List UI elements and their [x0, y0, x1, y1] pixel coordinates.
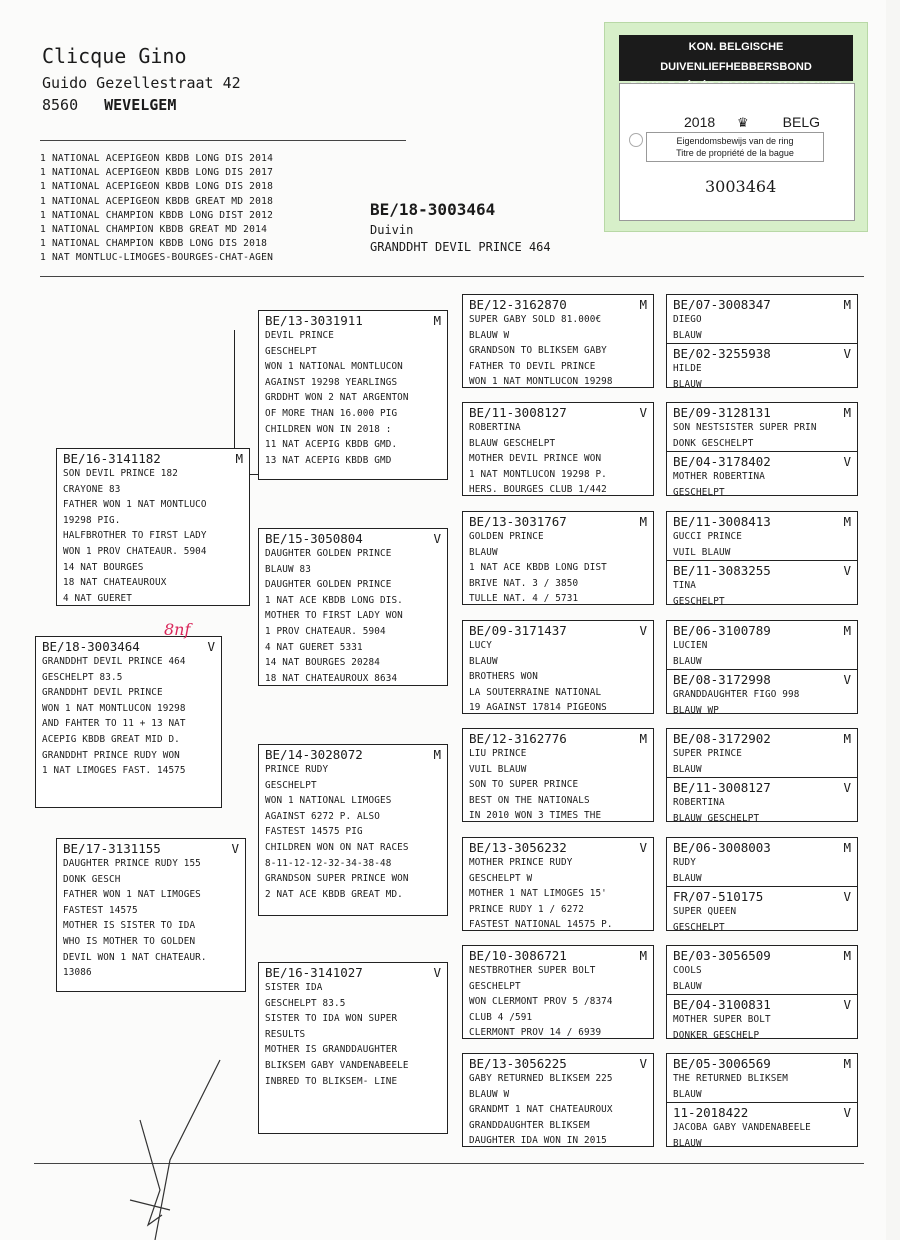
sex-marker: V	[433, 531, 441, 546]
box-line: THE RETURNED BLIKSEM	[673, 1073, 788, 1084]
pedigree-box-g3	[258, 528, 448, 686]
pedigree-box-g5	[666, 837, 858, 931]
box-line: MOTHER ROBERTINA	[673, 471, 765, 483]
sex-marker: M	[639, 514, 647, 529]
subject-info	[370, 200, 551, 257]
sex-marker: M	[843, 1056, 851, 1071]
box-line: GRANDDAUGHTER FIGO 998	[673, 689, 800, 701]
sex-marker: V	[843, 1105, 851, 1121]
achievement-line: 1 NATIONAL ACEPIGEON KBDB LONG DIS 2018	[40, 181, 274, 193]
pedigree-box-dam	[56, 838, 246, 992]
achievement-line: 1 NATIONAL CHAMPION KBDB GREAT MD 2014	[40, 224, 268, 236]
box-line: IN 2010 WON 3 TIMES THE	[469, 810, 602, 822]
pedigree-box-g5	[666, 294, 858, 388]
pedigree-box-sire	[56, 448, 250, 606]
box-line: SISTER IDA	[265, 982, 323, 993]
achievement-line: 1 NAT MONTLUC-LIMOGES-BOURGES-CHAT-AGEN	[40, 252, 274, 264]
box-line: 19 AGAINST 17814 PIGEONS	[469, 702, 607, 714]
box-line: DEVIL WON 1 NAT CHATEAUR.	[63, 951, 207, 963]
ring-number: BE/14-3028072	[265, 747, 363, 762]
box-line: CLUB 4 /591	[469, 1011, 533, 1023]
box-line: CHILDREN WON IN 2018 :	[265, 423, 392, 435]
subject-name: GRANDDHT DEVIL PRINCE 464	[370, 240, 551, 254]
pair-divider	[667, 886, 857, 935]
sex-marker: M	[843, 514, 851, 529]
crown-icon: ♛	[738, 112, 748, 131]
connector-line	[234, 330, 235, 460]
pedigree-box-g5	[666, 728, 858, 822]
box-line: BLAUW	[469, 655, 498, 667]
federation-band	[619, 35, 853, 81]
card-year: 2018	[684, 114, 716, 130]
card-country: BELG	[782, 114, 820, 130]
sex-marker: M	[235, 451, 243, 466]
box-line: GESCHELPT	[265, 345, 317, 357]
sex-marker: M	[433, 313, 441, 328]
box-line: DEVIL PRINCE	[265, 330, 334, 341]
ring-number: BE/03-3056509	[673, 948, 771, 963]
box-line: GRANDDAUGHTER BLIKSEM	[469, 1119, 590, 1131]
header-divider	[40, 140, 406, 141]
box-line: GESCHELPT	[673, 921, 725, 933]
box-line: FATHER WON 1 NAT MONTLUCO	[63, 499, 207, 511]
box-line: MOTHER DEVIL PRINCE WON	[469, 453, 602, 465]
box-line: BEST ON THE NATIONALS	[469, 794, 590, 806]
pair-divider	[667, 560, 857, 609]
ring-number: BE/13-3056225	[469, 1056, 567, 1071]
box-line: GRANDSON SUPER PRINCE WON	[265, 873, 409, 885]
box-line: AGAINST 19298 YEARLINGS	[265, 376, 398, 388]
sex-marker: V	[207, 639, 215, 654]
pedigree-box-g5	[666, 402, 858, 496]
pedigree-box-g4	[462, 1053, 654, 1147]
box-line: COOLS	[673, 965, 702, 976]
box-line: GESCHELPT 83.5	[265, 997, 346, 1009]
box-line: 1 NAT ACE KBDB LONG DIS.	[265, 594, 403, 606]
box-line: BLAUW GESCHELPT	[469, 437, 556, 449]
box-line: BLAUW	[673, 980, 702, 992]
pedigree-box-g4	[462, 402, 654, 496]
sex-marker: V	[843, 780, 851, 796]
box-line: GRANDDHT PRINCE RUDY WON	[42, 749, 180, 761]
ring-number: BE/08-3172902	[673, 731, 771, 746]
box-line: 8-11-12-12-32-34-38-48	[265, 857, 392, 869]
ring-ownership-card	[604, 22, 868, 232]
owner-postcode: 8560	[42, 96, 79, 114]
ring-number: BE/02-3255938	[673, 346, 771, 362]
ring-number: FR/07-510175	[673, 889, 764, 905]
federation-name-nl: KON. BELGISCHE DUIVENLIEFHEBBERSBOND	[660, 41, 812, 73]
box-line: AND FAHTER TO 11 + 13 NAT	[42, 718, 186, 730]
box-line: BLAUW	[673, 378, 702, 390]
owner-town: WEVELGEM	[104, 96, 177, 114]
box-line: LUCIEN	[673, 640, 708, 651]
card-title	[646, 132, 824, 162]
box-line: BROTHERS WON	[469, 671, 538, 683]
box-line: 13 NAT ACEPIG KBDB GMD	[265, 454, 392, 466]
box-line: FATHER WON 1 NAT LIMOGES	[63, 889, 201, 901]
box-line: SISTER TO IDA WON SUPER	[265, 1013, 398, 1025]
box-line: VUIL BLAUW	[469, 763, 527, 775]
card-body	[619, 83, 855, 221]
box-line: DONK GESCH	[63, 873, 121, 885]
achievement-line: 1 NATIONAL ACEPIGEON KBDB LONG DIS 2014	[40, 153, 274, 164]
box-line: SON NESTSISTER SUPER PRIN	[673, 422, 817, 433]
box-line: WHO IS MOTHER TO GOLDEN	[63, 935, 196, 947]
ring-number: BE/16-3141027	[265, 965, 363, 980]
handwritten-annotation: 8nf	[164, 620, 191, 639]
box-line: GRANDDHT DEVIL PRINCE	[42, 687, 163, 699]
sex-marker: M	[639, 297, 647, 312]
box-line: GRDDHT WON 2 NAT ARGENTON	[265, 392, 409, 404]
box-line: ROBERTINA	[469, 422, 521, 433]
ring-number: BE/08-3172998	[673, 672, 771, 688]
box-line: 2 NAT ACE KBDB GREAT MD.	[265, 888, 403, 900]
box-line: BLAUW	[673, 655, 702, 667]
sex-marker: V	[639, 623, 647, 638]
box-line: GESCHELPT	[673, 486, 725, 498]
box-line: SON TO SUPER PRINCE	[469, 779, 579, 791]
box-line: 13086	[63, 967, 92, 979]
pedigree-box-g4	[462, 620, 654, 714]
box-line: BLAUW	[673, 1137, 702, 1149]
box-line: BLAUW GESCHELPT	[673, 812, 760, 824]
box-line: GRANDSON TO BLIKSEM GABY	[469, 345, 607, 357]
box-line: FASTEST 14575	[63, 904, 138, 916]
box-line: 4 NAT GUERET 5331	[265, 641, 363, 653]
box-line: MOTHER SUPER BOLT	[673, 1014, 771, 1026]
box-line: HILDE	[673, 363, 702, 375]
box-line: FASTEST 14575 PIG	[265, 826, 363, 838]
achievement-line: 1 NATIONAL CHAMPION KBDB LONG DIST 2012	[40, 209, 274, 221]
box-line: 1 NAT ACE KBDB LONG DIST	[469, 562, 607, 574]
ring-number: BE/09-3171437	[469, 623, 567, 638]
box-line: GRANDDHT DEVIL PRINCE 464	[42, 656, 186, 667]
section-divider	[40, 276, 864, 277]
pedigree-box-g4	[462, 728, 654, 822]
ring-number: BE/13-3031767	[469, 514, 567, 529]
box-line: OF MORE THAN 16.000 PIG	[265, 407, 398, 419]
achievements-list	[40, 152, 273, 266]
box-line: INBRED TO BLIKSEM- LINE	[265, 1075, 398, 1087]
box-line: BLAUW 83	[265, 563, 311, 575]
owner-name: Clicque Gino	[42, 44, 187, 68]
pedigree-box-g5	[666, 1053, 858, 1147]
sex-marker: V	[843, 454, 851, 470]
box-line: TINA	[673, 580, 696, 592]
box-line: BLAUW	[673, 329, 702, 341]
box-line: WON 1 NATIONAL MONTLUCON	[265, 361, 403, 373]
pedigree-box-g3	[258, 310, 448, 480]
pair-divider	[667, 343, 857, 392]
sex-marker: M	[843, 623, 851, 638]
box-line: 18 NAT CHATEAUROUX	[63, 577, 167, 589]
box-line: GRANDMT 1 NAT CHATEAUROUX	[469, 1104, 613, 1116]
box-line: RESULTS	[265, 1028, 306, 1040]
box-line: BLAUW WP	[673, 704, 719, 716]
box-line: DAUGHTER GOLDEN PRINCE	[265, 579, 392, 591]
box-line: BLAUW W	[469, 1088, 510, 1100]
pedigree-box-g4	[462, 511, 654, 605]
achievement-line: 1 NATIONAL CHAMPION KBDB LONG DIS 2018	[40, 238, 268, 250]
ring-number: BE/05-3006569	[673, 1056, 771, 1071]
ring-number: BE/06-3008003	[673, 840, 771, 855]
sex-marker: V	[231, 841, 239, 856]
ring-number: BE/06-3100789	[673, 623, 771, 638]
box-line: DIEGO	[673, 314, 702, 325]
ring-number: BE/13-3031911	[265, 313, 363, 328]
achievement-line: 1 NATIONAL ACEPIGEON KBDB LONG DIS 2017	[40, 167, 274, 179]
box-line: CRAYONE 83	[63, 483, 121, 495]
pair-divider	[667, 669, 857, 718]
box-line: TULLE NAT. 4 / 5731	[469, 593, 579, 605]
sex-marker: M	[843, 731, 851, 746]
box-line: 14 NAT BOURGES	[63, 561, 144, 573]
ring-number: BE/10-3086721	[469, 948, 567, 963]
box-line: BLAUW	[673, 1088, 702, 1100]
box-line: 1 NAT MONTLUCON 19298 P.	[469, 468, 607, 480]
box-line: RUDY	[673, 857, 696, 868]
box-line: MOTHER PRINCE RUDY	[469, 857, 573, 868]
ring-number: BE/12-3162776	[469, 731, 567, 746]
sex-marker: M	[843, 948, 851, 963]
pedigree-box-g4	[462, 294, 654, 388]
box-line: WON 1 NAT MONTLUCON 19298	[469, 376, 613, 388]
box-line: JACOBA GABY VANDENABEELE	[673, 1122, 811, 1134]
box-line: 1 NAT LIMOGES FAST. 14575	[42, 765, 186, 777]
sex-marker: V	[843, 889, 851, 905]
box-line: CHILDREN WON ON NAT RACES	[265, 841, 409, 853]
subject-ring: BE/18-3003464	[370, 200, 496, 219]
box-line: GESCHELPT	[469, 980, 521, 992]
ring-number: BE/17-3131155	[63, 841, 161, 856]
ring-number: BE/07-3008347	[673, 297, 771, 312]
ring-number: BE/09-3128131	[673, 405, 771, 420]
box-line: ACEPIG KBDB GREAT MID D.	[42, 733, 180, 745]
box-line: PRINCE RUDY 1 / 6272	[469, 903, 584, 915]
pair-divider	[667, 994, 857, 1043]
sex-marker: M	[433, 747, 441, 762]
box-line: BLAUW W	[469, 329, 510, 341]
box-line: DAUGHTER PRINCE RUDY 155	[63, 858, 201, 869]
card-title-fr: Titre de propriété de la bague	[676, 148, 794, 158]
sex-marker: V	[843, 997, 851, 1013]
box-line: MOTHER IS SISTER TO IDA	[63, 920, 196, 932]
box-line: GESCHELPT	[673, 595, 725, 607]
punch-hole	[629, 133, 643, 147]
pedigree-box-g3	[258, 744, 448, 916]
pair-divider	[667, 1102, 857, 1151]
owner-city	[42, 96, 176, 114]
box-line: NESTBROTHER SUPER BOLT	[469, 965, 596, 976]
box-line: 1 PROV CHATEAUR. 5904	[265, 625, 386, 637]
box-line: BRIVE NAT. 3 / 3850	[469, 577, 579, 589]
box-line: ROBERTINA	[673, 797, 725, 809]
ring-number: BE/12-3162870	[469, 297, 567, 312]
sex-marker: V	[843, 672, 851, 688]
ring-number: 11-2018422	[673, 1105, 749, 1121]
box-line: 19298 PIG.	[63, 514, 121, 526]
box-line: PRINCE RUDY	[265, 764, 329, 775]
achievement-line: 1 NATIONAL ACEPIGEON KBDB GREAT MD 2018	[40, 195, 274, 207]
ring-number: BE/04-3100831	[673, 997, 771, 1013]
box-line: MOTHER TO FIRST LADY WON	[265, 610, 403, 622]
sex-marker: M	[639, 948, 647, 963]
pedigree-box-g5	[666, 620, 858, 714]
box-line: BLAUW	[673, 763, 702, 775]
box-line: GABY RETURNED BLIKSEM 225	[469, 1073, 613, 1084]
owner-street: Guido Gezellestraat 42	[42, 74, 241, 92]
box-line: LA SOUTERRAINE NATIONAL	[469, 686, 602, 698]
ring-number: BE/11-3008413	[673, 514, 771, 529]
ring-number: BE/11-3083255	[673, 563, 771, 579]
box-line: DONKER GESCHELP	[673, 1029, 760, 1041]
box-line: GUCCI PRINCE	[673, 531, 742, 542]
sex-marker: V	[639, 405, 647, 420]
box-line: DAUGHTER IDA WON IN 2015	[469, 1135, 607, 1147]
sex-marker: V	[639, 1056, 647, 1071]
box-line: VUIL BLAUW	[673, 546, 731, 558]
signature-scribble	[100, 1040, 250, 1240]
box-line: MOTHER 1 NAT LIMOGES 15'	[469, 888, 607, 900]
box-line: SUPER QUEEN	[673, 906, 737, 918]
box-line: FATHER TO DEVIL PRINCE	[469, 360, 596, 372]
sex-marker: V	[843, 563, 851, 579]
ring-number: BE/04-3178402	[673, 454, 771, 470]
box-line: GESCHELPT W	[469, 872, 533, 884]
box-line: WON 1 NAT MONTLUCON 19298	[42, 702, 186, 714]
sex-marker: V	[639, 840, 647, 855]
box-line: MOTHER IS GRANDDAUGHTER	[265, 1044, 398, 1056]
box-line: SUPER PRINCE	[673, 748, 742, 759]
sex-marker: M	[639, 731, 647, 746]
box-line: 18 NAT CHATEAUROUX 8634	[265, 672, 398, 684]
box-line: DONK GESCHELPT	[673, 437, 754, 449]
box-line: WON CLERMONT PROV 5 /8374	[469, 996, 613, 1008]
pedigree-box-g5	[666, 511, 858, 605]
sex-marker: M	[843, 297, 851, 312]
pedigree-box-g5	[666, 945, 858, 1039]
box-line: LUCY	[469, 640, 492, 651]
pedigree-box-g4	[462, 837, 654, 931]
sex-marker: V	[843, 346, 851, 362]
box-line: GESCHELPT 83.5	[42, 671, 123, 683]
card-ring-number: 3003464	[705, 177, 777, 196]
box-line: 14 NAT BOURGES 20284	[265, 657, 380, 669]
box-line: DAUGHTER GOLDEN PRINCE	[265, 548, 392, 559]
pedigree-box-subject	[35, 636, 222, 808]
sex-marker: V	[433, 965, 441, 980]
box-line: 11 NAT ACEPIG KBDB GMD.	[265, 439, 398, 451]
box-line: BLAUW	[469, 546, 498, 558]
sex-marker: M	[843, 840, 851, 855]
box-line: 4 NAT GUERET	[63, 592, 132, 604]
card-title-nl: Eigendomsbewijs van de ring	[676, 136, 794, 146]
box-line: WON 1 PROV CHATEAUR. 5904	[63, 545, 207, 557]
box-line: AGAINST 6272 P. ALSO	[265, 810, 380, 822]
box-line: LIU PRINCE	[469, 748, 527, 759]
box-line: FASTEST NATIONAL 14575 P.	[469, 919, 613, 931]
box-line: BLIKSEM GABY VANDENABEELE	[265, 1059, 409, 1071]
ring-number: BE/13-3056232	[469, 840, 567, 855]
pair-divider	[667, 777, 857, 826]
box-line: GESCHELPT	[265, 779, 317, 791]
ring-number: BE/11-3008127	[469, 405, 567, 420]
pedigree-box-g3	[258, 962, 448, 1134]
box-line: HERS. BOURGES CLUB 1/442	[469, 484, 607, 496]
ring-number: BE/18-3003464	[42, 639, 140, 654]
subject-sex-word: Duivin	[370, 223, 414, 237]
ring-number: BE/11-3008127	[673, 780, 771, 796]
pair-divider	[667, 451, 857, 500]
box-line: CLERMONT PROV 14 / 6939	[469, 1027, 602, 1039]
sex-marker: M	[843, 405, 851, 420]
box-line: BLAUW	[673, 872, 702, 884]
box-line: SON DEVIL PRINCE 182	[63, 468, 178, 479]
box-line: HALFBROTHER TO FIRST LADY	[63, 530, 207, 542]
box-line: SUPER GABY SOLD 81.000€	[469, 314, 602, 325]
ring-number: BE/15-3050804	[265, 531, 363, 546]
box-line: GOLDEN PRINCE	[469, 531, 544, 542]
box-line: WON 1 NATIONAL LIMOGES	[265, 795, 392, 807]
pedigree-box-g4	[462, 945, 654, 1039]
ring-number: BE/16-3141182	[63, 451, 161, 466]
